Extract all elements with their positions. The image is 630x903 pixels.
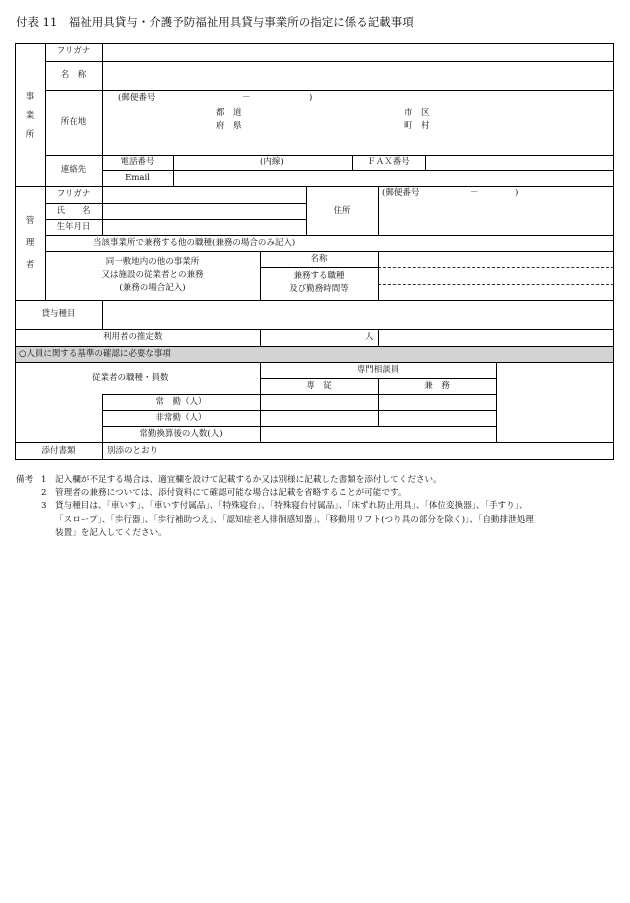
notes: [16, 474, 615, 540]
office-postal-dash: －: [242, 93, 251, 103]
office-postal-label: (郵便番号: [118, 93, 156, 103]
fax-label: ＦＡＸ番号: [367, 157, 410, 167]
col-line: [425, 155, 426, 170]
staff-row-equivalent: 常勤換算後の人数(人): [139, 429, 223, 439]
job-hours-line-2: 及び勤務時間等: [289, 284, 349, 294]
attachments-label: 添付書類: [41, 446, 76, 456]
office-label-3: 所: [25, 130, 35, 140]
site-name-label: 名称: [310, 254, 328, 264]
row-line-dashed: [378, 267, 614, 268]
section-line: [15, 186, 614, 187]
staff-row-parttime: 非常勤（人）: [155, 413, 207, 423]
note-number: 3: [41, 501, 47, 512]
office-postal-close: ): [309, 93, 313, 103]
manager-name-label: 氏 名: [56, 206, 91, 216]
row-line: [102, 170, 614, 171]
row-line: [45, 203, 306, 204]
row-line: [102, 394, 496, 395]
city-shi-ku: 市 区: [404, 108, 430, 118]
col-line: [378, 251, 379, 300]
manager-furigana-label: フリガナ: [56, 189, 91, 199]
row-line-dashed: [378, 284, 614, 285]
col-line: [378, 186, 379, 235]
office-name-label: 名 称: [60, 70, 87, 80]
row-line: [45, 61, 614, 62]
office-location-label: 所在地: [60, 117, 87, 127]
office-label-2: 業: [25, 111, 35, 121]
users-unit: 人: [365, 332, 374, 342]
notes-head: 備考: [16, 475, 34, 485]
col-line: [102, 186, 103, 235]
row-line: [260, 267, 378, 268]
row-line: [45, 155, 614, 156]
manager-label-3: 者: [25, 260, 35, 270]
note-text: 装置」を記入してください。: [55, 527, 167, 538]
pref-fu-ken: 府 県: [216, 121, 242, 131]
manager-postal-label: (郵便番号: [382, 188, 420, 198]
other-site-line-2: 又は施設の従業者との兼務: [101, 270, 204, 280]
manager-dob-label: 生年月日: [56, 222, 91, 232]
col-line: [260, 329, 261, 346]
note-text: 管理者の兼務については、添付資料にて確認可能な場合は記載を省略することが可能です。: [55, 488, 407, 499]
staff-section-header: ○人員に関する基準の確認に必要な事項: [19, 349, 171, 359]
other-site-line-1: 同一敷地内の他の事業所: [105, 257, 200, 267]
note-number: 2: [41, 488, 47, 499]
manager-label-1: 管: [25, 216, 35, 226]
col-line: [378, 329, 379, 346]
city-cho-son: 町 村: [404, 121, 430, 131]
note-item: [16, 487, 615, 500]
staff-header: 従業者の職種・員数: [92, 373, 169, 383]
rental-types-label: 貸与種目: [41, 309, 76, 319]
row-line: [102, 426, 496, 427]
office-furigana-label: フリガナ: [56, 46, 91, 56]
row-line: [45, 219, 306, 220]
row-line: [45, 251, 614, 252]
office-contact-label: 連絡先: [60, 165, 87, 175]
concurrent-label: 兼 務: [424, 381, 450, 391]
row-line: [45, 235, 614, 236]
row-line: [45, 90, 614, 91]
job-hours-line-1: 兼務する職種: [293, 271, 345, 281]
note-text: 貸与種目は、「車いす」、「車いす付属品」、「特殊寝台」、「特殊寝台付属品」、「床ずれ防止用具」、「体位変換器」、「手すり」、: [55, 501, 528, 512]
users-estimate-label: 利用者の推定数: [103, 332, 163, 342]
note-text: 記入欄が不足する場合は、適宜欄を設けて記載するか又は別様に記載した書類を添付してください。: [55, 475, 442, 485]
staff-row-fulltime: 常 勤（人）: [155, 397, 207, 407]
extension-label: (内線): [260, 157, 284, 167]
note-text: 「スロープ」、「歩行器」、「歩行補助つえ」、「認知症老人徘徊感知器」、「移動用リフト(つり具の部分を除く)」、「自動排泄処理: [55, 514, 534, 525]
note-item: [16, 474, 615, 487]
full-time-dedicated-label: 専 従: [306, 381, 332, 391]
row-line: [15, 362, 614, 363]
note-item: [16, 500, 615, 513]
email-label: Email: [125, 173, 150, 183]
attachments-value: 別添のとおり: [107, 446, 159, 456]
manager-label-2: 理: [25, 238, 35, 248]
row-line: [15, 442, 614, 443]
other-site-line-3: (兼務の場合記入): [119, 283, 186, 293]
note-number: 1: [41, 475, 47, 485]
col-line: [496, 362, 497, 442]
form-title: 付表 11 福祉用具貸与・介護予防福祉用具貸与事業所の指定に係る記載事項: [16, 15, 414, 29]
section-line: [15, 300, 614, 301]
row-line: [15, 329, 614, 330]
phone-label: 電話番号: [120, 157, 155, 167]
other-job-label: 当該事業所で兼務する他の職種(兼務の場合のみ記入): [93, 238, 296, 248]
pref-to-do: 都 道: [216, 108, 242, 118]
col-line: [173, 155, 174, 186]
col-line: [102, 300, 103, 329]
manager-address-label: 住所: [333, 206, 351, 216]
col-line: [102, 442, 103, 460]
counselor-label: 専門相談員: [356, 365, 400, 375]
manager-postal-close: ): [515, 188, 519, 198]
note-item-continued: [16, 514, 615, 527]
manager-postal-dash: －: [470, 188, 479, 198]
note-item-continued: [16, 527, 615, 540]
row-line: [102, 410, 496, 411]
office-label-1: 事: [25, 92, 35, 102]
